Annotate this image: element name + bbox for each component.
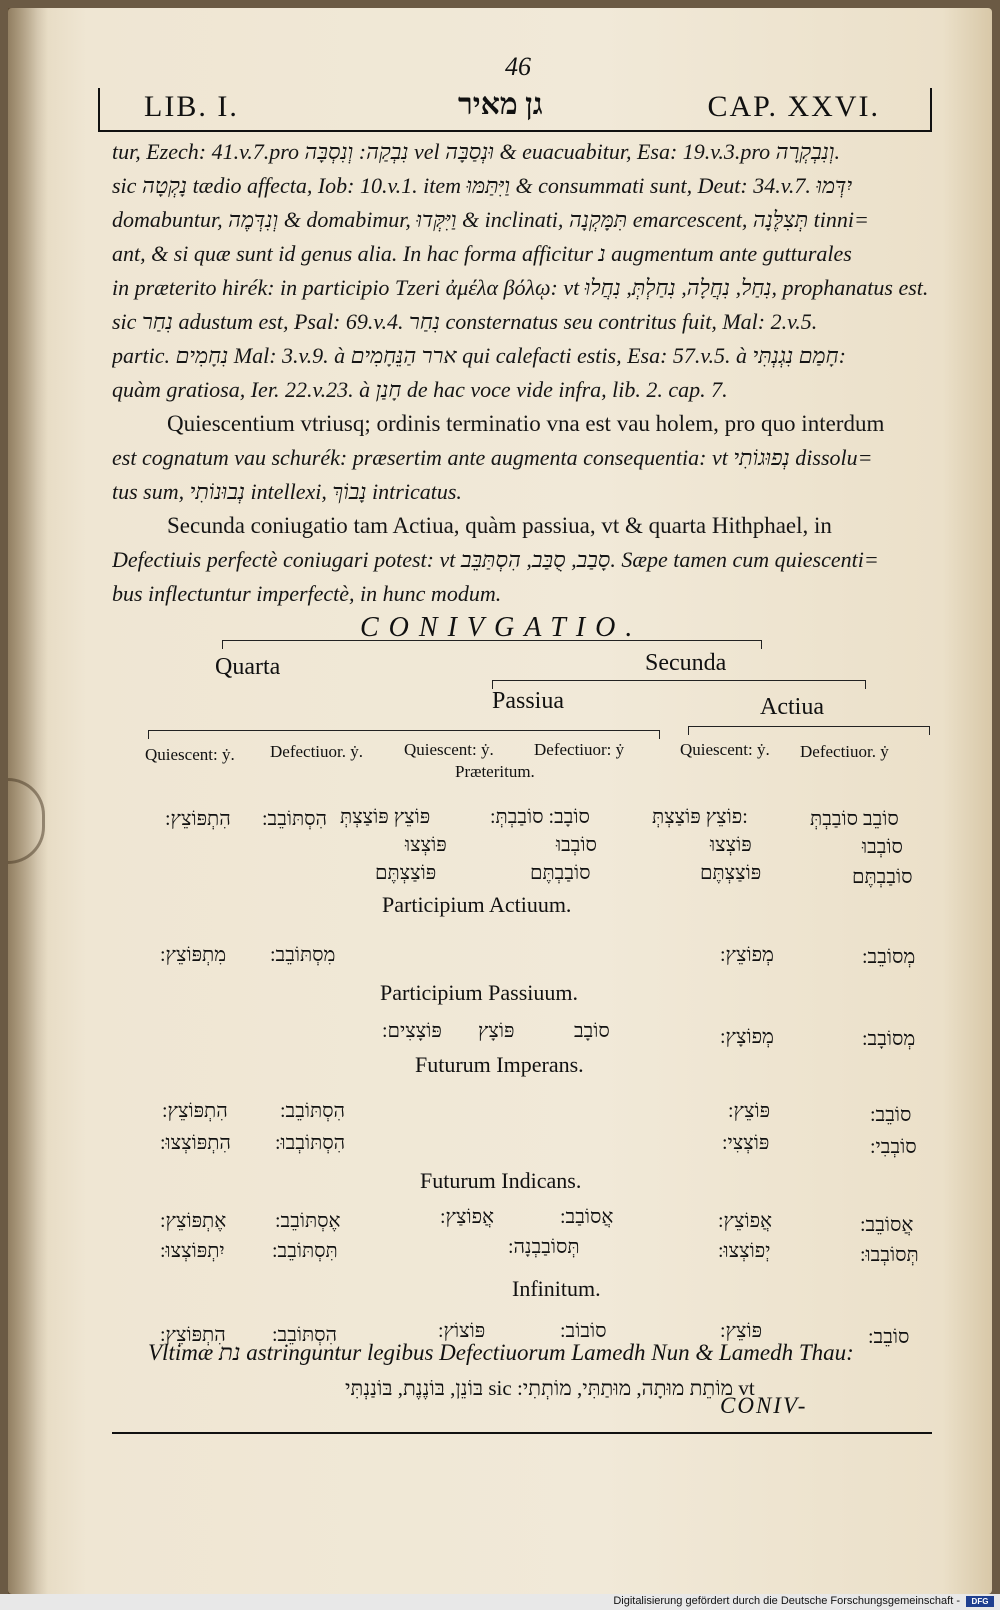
- hebrew-form: סוֹבְבִי:: [870, 1136, 917, 1158]
- body-line: in præterito hirék: in participio Tzeri ἀμέλα βόλῳ: vt נִחַל, נִחֲלָה, נִחַלְתְּ, נִחֲלוּ, prophanatus est.: [112, 275, 929, 300]
- closing-note: Vltimæ נת astringuntur legibus Defectiuorum Lamedh Nun & Lamedh Thau:: [148, 1340, 854, 1365]
- hebrew-form: הִסְתּוֹבֵב:: [272, 1324, 338, 1346]
- hebrew-form: פּוֹצוֹץ:: [438, 1320, 486, 1342]
- hebrew-form: סוֹבְבוּ: [862, 836, 903, 858]
- col-header: Defectiuor: ẏ: [534, 740, 625, 759]
- hebrew-form: אֲפוֹצֵץ:: [718, 1210, 773, 1232]
- body-line: ant, & si quæ sunt id genus alia. In hac forma afficitur נ augmentum ante gutturales: [112, 241, 852, 266]
- header-chapter: CAP. XXVI.: [707, 90, 880, 123]
- hebrew-form: מְפוֹצֵץ:: [720, 944, 774, 966]
- conjugation-title: CONIVGATIO.: [360, 612, 643, 643]
- hebrew-form: פּוֹצַצְתֶּם: [700, 862, 762, 884]
- running-header: [98, 88, 932, 132]
- hebrew-form: אֲסוֹבֵב:: [860, 1214, 914, 1236]
- hebrew-form: יִתְפּוֹצְצוּ:: [160, 1240, 225, 1262]
- hebrew-form: מִתְפּוֹצֵץ:: [160, 944, 227, 966]
- section-futurum-imperans: Futurum Imperans.: [415, 1052, 584, 1077]
- brace-quarta-passiua: [148, 730, 660, 739]
- section-participium-actiuum: Participium Actiuum.: [382, 892, 572, 917]
- hebrew-form: פּוֹצֵץ:: [728, 1100, 771, 1122]
- body-text: [112, 135, 942, 611]
- section-infinitum: Infinitum.: [512, 1276, 601, 1301]
- hebrew-form: הִתְפּוֹצֵץ:: [165, 808, 231, 830]
- hebrew-form: מְסוֹבֵב:: [862, 946, 916, 968]
- hebrew-form: סוֹבָב: סוֹבַבְתְּ:: [490, 806, 590, 828]
- page-number: 46: [505, 52, 531, 81]
- brace-actiua: [688, 726, 930, 735]
- label-passiua: Passiua: [492, 688, 564, 714]
- label-secunda: Secunda: [645, 650, 727, 676]
- section-futurum-indicans: Futurum Indicans.: [420, 1168, 582, 1193]
- body-line: sic נָקְטָה tædio affecta, Iob: 10.v.1. item וַיִּתַּמּוּ & consummati sunt, Deut: 34.v.7. יִדְּמוּ: [112, 173, 853, 198]
- para-line: tus sum, נְבוּנוֹתִי intellexi, נָבוֹךְ intricatus.: [112, 479, 462, 504]
- digitization-credit: Digitalisierung gefördert durch die Deutsche Forschungsgemeinschaft -: [613, 1595, 960, 1607]
- hebrew-form: סוֹבַבְתֶּם: [530, 862, 591, 884]
- catchword: CONIV-: [720, 1393, 808, 1418]
- hebrew-form: תְּסוֹבְבוּ:: [860, 1244, 919, 1266]
- header-book: LIB. I.: [144, 90, 239, 123]
- hebrew-form: הִתְפּוֹצֵץ:: [162, 1100, 228, 1122]
- para-line: Secunda coniugatio tam Actiua, quàm passiua, vt & quarta Hithphael, in: [167, 513, 832, 538]
- body-line: quàm gratiosa, Ier. 22.v.23. à חָנַן de hac voce vide infra, lib. 2. cap. 7.: [112, 377, 728, 402]
- hebrew-form: פּוֹצְצִי:: [722, 1132, 770, 1154]
- hebrew-form: סוֹבָב: [574, 1020, 610, 1042]
- hebrew-form: הִסְתּוֹבֵב:: [262, 808, 328, 830]
- para-line: Defectiuis perfectè coniugari potest: vt סָבַב, סֻבַּב, הִסְתַּבֵּב. Sæpe tamen cum quiescenti=: [112, 547, 879, 572]
- hebrew-form: פּוֹצָצִים:: [382, 1020, 442, 1042]
- hebrew-form: סוֹבֵב סוֹבַבְתְּ: [810, 808, 899, 830]
- dfg-logo: DFG: [966, 1596, 994, 1607]
- hebrew-form: מִסְתּוֹבֵב:: [270, 944, 336, 966]
- hebrew-form: פּוֹצְצוּ: [710, 834, 752, 856]
- hebrew-form: הִסְתּוֹבֵב:: [280, 1100, 346, 1122]
- para-line: est cognatum vau schurék: præsertim ante augmenta consequentia: vt נְפוּגוֹתִי dissolu=: [112, 445, 873, 470]
- hebrew-form: הִסְתּוֹבְבוּ:: [275, 1132, 346, 1154]
- label-actiua: Actiua: [760, 694, 824, 720]
- hebrew-form: הִתְפּוֹצֵץ:: [160, 1324, 226, 1346]
- hebrew-form: סוֹבֵב:: [868, 1326, 910, 1348]
- body-line: tur, Ezech: 41.v.7.pro נִבְקַה: וְנִסְבָּה vel וּנְסַבָּה & euacuabitur, Esa: 19.v.3.pro וְנִבְקְרָה.: [112, 139, 841, 164]
- hebrew-form: סוֹבֵב:: [870, 1104, 912, 1126]
- hebrew-form: מְסוֹבָב:: [862, 1028, 916, 1050]
- hebrew-form: תְּסוֹבַבְנָה:: [508, 1236, 580, 1258]
- brace-conjugatio: [222, 640, 762, 649]
- label-preteritum: Præteritum.: [455, 762, 535, 781]
- hebrew-form: פּוֹצְצוּ: [405, 834, 447, 856]
- body-line: sic נִחַר adustum est, Psal: 69.v.4. נִחַר consternatus seu contritus fuit, Mal: 2.v.5.: [112, 309, 818, 334]
- para-line: bus inflectuntur imperfectè, in hunc modum.: [112, 581, 502, 606]
- header-title-hebrew: גן מאיר: [458, 88, 543, 121]
- hebrew-form: :פוֹצֵץ פּוֹצַצְתְּ: [652, 806, 748, 828]
- hebrew-form: סוֹבוֹב:: [560, 1320, 607, 1342]
- col-header: Defectiuor. ẏ: [800, 742, 889, 761]
- hebrew-form: תִּסְתּוֹבֵב:: [272, 1240, 338, 1262]
- hebrew-form: הִתְפּוֹצְצוּ:: [160, 1132, 231, 1154]
- col-header: Quiescent: ẏ.: [404, 740, 494, 759]
- hebrew-form: אֲסוֹבַב:: [560, 1206, 614, 1228]
- para-line: Quiescentium vtriusq; ordinis terminatio vna est vau holem, pro quo interdum: [167, 411, 885, 436]
- hebrew-form: אֶסְתּוֹבֵב:: [275, 1210, 341, 1232]
- col-header: Quiescent: ẏ.: [680, 740, 770, 759]
- bottom-rule: [112, 1432, 932, 1434]
- hebrew-form: יְפוֹצְצוּ:: [718, 1240, 771, 1262]
- hebrew-form: פּוֹצַצְתֶּם: [375, 862, 437, 884]
- hebrew-form: מְפוֹצָץ:: [720, 1026, 774, 1048]
- col-header: Quiescent: ẏ.: [145, 745, 235, 764]
- hebrew-form: סוֹבְבוּ: [556, 834, 597, 856]
- hebrew-form: פּוֹצֵץ:: [720, 1320, 763, 1342]
- body-line: partic. נִחָמִים Mal: 3.v.9. à ארר הַנֵּחָמִים qui calefacti estis, Esa: 57.v.5. à חָמַם נִגְנְתִּי:: [112, 343, 846, 368]
- hebrew-form: פּוֹצֵץ פּוֹצַצְתְּ: [340, 806, 431, 828]
- hebrew-form: פּוֹצָץ: [478, 1020, 515, 1042]
- hebrew-form: אֶתְפּוֹצֵץ:: [160, 1210, 227, 1232]
- hebrew-form: סוֹבַבְתֶּם: [852, 866, 913, 888]
- closing-hebrew: vt מוֹתֵת מוּתָה, מוּתַתִּי, מוֹתְתִי: sic בּוֹנֵן, בּוֹנֶנֶת, בּוֹנַנְתִּי: [345, 1376, 755, 1400]
- col-header: Defectiuor. ẏ.: [270, 742, 363, 761]
- hebrew-form: אֲפוֹצַץ:: [440, 1206, 495, 1228]
- label-quarta: Quarta: [215, 654, 281, 680]
- body-line: domabuntur, וְנִדְּמֶה & domabimur, וַיִּקְּדוּ & inclinati, תִּמָּקְנָה emarcescent, תְּצִלֶּנָה tinni=: [112, 207, 869, 232]
- section-participium-passiuum: Participium Passiuum.: [380, 980, 578, 1005]
